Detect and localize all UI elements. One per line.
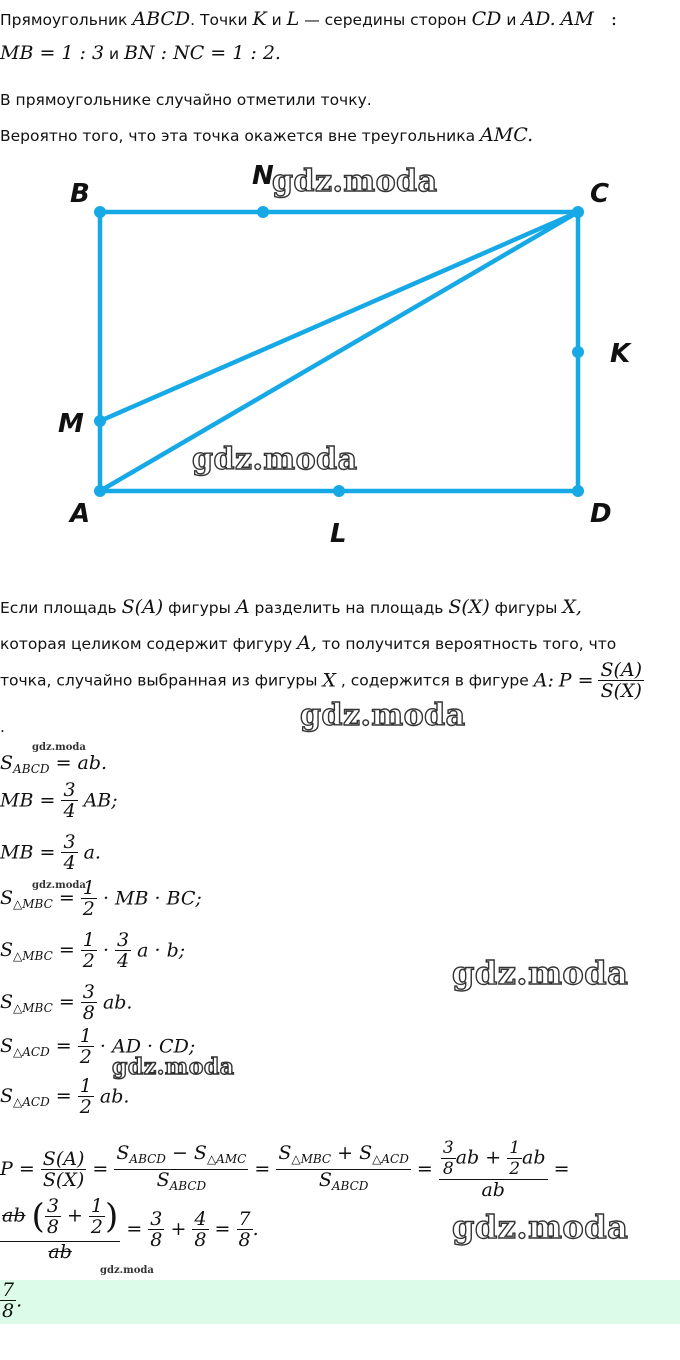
fraction-1-2: $\frac{1}{2}$ xyxy=(79,1025,92,1068)
explanation-line-1 xyxy=(0,596,582,619)
answer-box xyxy=(0,1280,680,1324)
watermark-small: gdz.moda xyxy=(32,742,86,753)
fraction-ab-factor: ab ( $\frac{3}{8}$ + $\frac{1}{2}$ ) ab xyxy=(2,1195,119,1263)
point-n xyxy=(257,206,269,218)
solution-line-probability: P = $\frac{S(A)}{S(X)}$ = $\frac{S_{ABCD} - S_{\triangle AMC}}{S_{ABCD}}$ = $\frac{S_{\triangle MBC} + S_{\triangle ACD}}{S_{ABCD}}$ = $\frac{3}{8}$ ab + $\frac{1}{2}$ ab ab = xyxy=(0,1138,570,1201)
math-text: · MB · BC; xyxy=(102,887,202,910)
explanation-text: то получится вероятность того, что xyxy=(321,635,617,653)
math-text: ab. xyxy=(99,1085,130,1108)
explanation-line-2 xyxy=(0,632,616,655)
watermark: gdz.moda xyxy=(452,1208,629,1246)
math-bn-ratio: BN : NC = 1 : 2. xyxy=(124,42,281,64)
point-b xyxy=(94,206,106,218)
math-sa: S(A) xyxy=(121,596,164,618)
fraction-numerator: S(A) xyxy=(600,659,643,681)
fraction-ab-sum: $\frac{3}{8}$ ab + $\frac{1}{2}$ ab ab xyxy=(439,1138,548,1200)
label-m: M xyxy=(58,409,84,439)
watermark: gdz.moda xyxy=(300,698,466,733)
math-text: ab. xyxy=(102,991,133,1014)
label-a: A xyxy=(70,499,91,529)
fraction-7-8: $\frac{7}{8}$ xyxy=(238,1207,251,1251)
math-p-eq: P = xyxy=(558,669,594,692)
math-text: MB = xyxy=(0,841,56,864)
solution-line-smbc-1: $S_{\triangle MBC}$ = $\frac{1}{2}$ · MB · BC; xyxy=(0,877,202,920)
math-text: = ab. xyxy=(55,752,108,774)
label-b: B xyxy=(70,179,90,209)
math-text: P = xyxy=(0,1158,35,1180)
problem-text: и xyxy=(271,11,282,29)
solution-line-smbc-3: $S_{\triangle MBC}$ = $\frac{3}{8}$ ab. xyxy=(0,981,133,1024)
fraction-1-2: $\frac{1}{2}$ xyxy=(82,929,95,972)
fraction-1-2: $\frac{1}{2}$ xyxy=(82,877,95,920)
watermark: gdz.moda xyxy=(192,442,358,477)
point-k xyxy=(572,346,584,358)
math-a: A, xyxy=(297,632,317,654)
fraction-answer: $\frac{7}{8}$ xyxy=(2,1279,15,1322)
problem-line-4 xyxy=(0,124,533,147)
explanation-dot: . xyxy=(0,718,5,736)
solution-line-sacd-1: $S_{\triangle ACD}$ = $\frac{1}{2}$ · AD · CD; xyxy=(0,1025,196,1068)
fraction-3-8: $\frac{3}{8}$ xyxy=(82,981,95,1024)
fraction-3-4: $\frac{3}{4}$ xyxy=(63,779,76,822)
watermark-small: gdz.moda xyxy=(100,1265,154,1276)
math-text: · AD · CD; xyxy=(99,1035,196,1058)
math-text: AB; xyxy=(83,789,118,812)
fraction-4-8: $\frac{4}{8}$ xyxy=(194,1207,207,1251)
explanation-text: разделить на площадь xyxy=(254,599,444,617)
label-n: N xyxy=(252,161,274,191)
fraction-area-sum: $\frac{S_{\triangle MBC} + S_{\triangle ACD}}{S_{ABCD}}$ xyxy=(278,1141,409,1193)
math-am: AM xyxy=(560,8,594,30)
point-d xyxy=(572,485,584,497)
fraction-sa-sx xyxy=(598,660,644,701)
math-x: X xyxy=(322,669,336,692)
solution-line-simplify: ab ( $\frac{3}{8}$ + $\frac{1}{2}$ ) ab = $\frac{3}{8}$ + $\frac{4}{8}$ = $\frac{7}{8}$ . xyxy=(2,1195,259,1263)
fraction-3-4: $\frac{3}{4}$ xyxy=(63,831,76,874)
math-l: L xyxy=(286,8,300,30)
solution-line-sabcd: $S_{ABCD}$ = ab. xyxy=(0,752,108,776)
point-l xyxy=(333,485,345,497)
point-m xyxy=(94,415,106,427)
label-k: K xyxy=(610,339,631,369)
math-k: K xyxy=(252,8,267,30)
problem-text: — середины сторон xyxy=(304,11,467,29)
math-a: A xyxy=(235,596,250,618)
solution-line-sacd-2: $S_{\triangle ACD}$ = $\frac{1}{2}$ ab. xyxy=(0,1075,130,1118)
explanation-text: которая целиком содержит фигуру xyxy=(0,635,293,653)
math-cd: CD xyxy=(471,8,502,30)
problem-text: Прямоугольник xyxy=(0,11,128,29)
solution-line-smbc-2: $S_{\triangle MBC}$ = $\frac{1}{2}$ · $\frac{3}{4}$ a · b; xyxy=(0,929,186,972)
explanation-text: Если площадь xyxy=(0,599,117,617)
fraction-1-2: $\frac{1}{2}$ xyxy=(79,1075,92,1118)
problem-text: и xyxy=(109,45,120,63)
point-a xyxy=(94,485,106,497)
math-text: a. xyxy=(83,841,101,864)
watermark: gdz.moda xyxy=(112,1054,235,1080)
solution-line-mb-ab xyxy=(0,780,118,821)
fraction-sa-sx: $\frac{S(A)}{S(X)}$ xyxy=(42,1147,85,1191)
math-abcd: ABCD xyxy=(132,8,191,30)
problem-text: Вероятно того, что эта точка окажется вне треугольника xyxy=(0,127,476,145)
math-a: A: xyxy=(533,669,554,692)
problem-line-3: В прямоугольнике случайно отметили точку. xyxy=(0,91,372,109)
explanation-text: точка, случайно выбранная из фигуры xyxy=(0,671,318,690)
fraction-3-4: $\frac{3}{4}$ xyxy=(117,929,130,972)
explanation-text: фигуры xyxy=(494,599,558,617)
rectangle-figure xyxy=(0,150,680,560)
solution-line-mb-a xyxy=(0,832,101,873)
watermark: gdz.moda xyxy=(452,954,629,992)
math-text: MB = xyxy=(0,789,56,812)
math-colon: : xyxy=(610,8,618,30)
math-text: a · b; xyxy=(137,939,186,962)
label-l: L xyxy=(330,519,347,549)
point-c xyxy=(572,206,584,218)
answer-value: $\frac{7}{8}$ . xyxy=(2,1279,23,1322)
problem-text: и xyxy=(506,11,517,29)
segment-mc xyxy=(100,212,578,421)
explanation-text: , содержится в фигуре xyxy=(340,671,529,690)
fraction-denominator: S(X) xyxy=(600,680,642,702)
label-c: C xyxy=(590,179,610,209)
math-ad: AD. xyxy=(521,8,556,30)
explanation-text: фигуры xyxy=(168,599,231,617)
problem-text: . Точки xyxy=(190,11,248,29)
math-amc: AMC. xyxy=(480,124,534,146)
math-sx: S(X) xyxy=(448,596,490,618)
watermark-small: gdz.moda xyxy=(32,880,86,891)
label-d: D xyxy=(590,499,612,529)
math-x: X, xyxy=(562,596,582,618)
fraction-area-diff: $\frac{S_{ABCD} - S_{\triangle AMC}}{S_{ABCD}}$ xyxy=(116,1141,247,1193)
fraction-3-8: $\frac{3}{8}$ xyxy=(150,1207,163,1251)
math-mb-ratio: MB = 1 : 3 xyxy=(0,42,105,64)
problem-line-1 xyxy=(0,8,617,31)
problem-line-2 xyxy=(0,42,281,65)
watermark: gdz.moda xyxy=(272,164,438,199)
